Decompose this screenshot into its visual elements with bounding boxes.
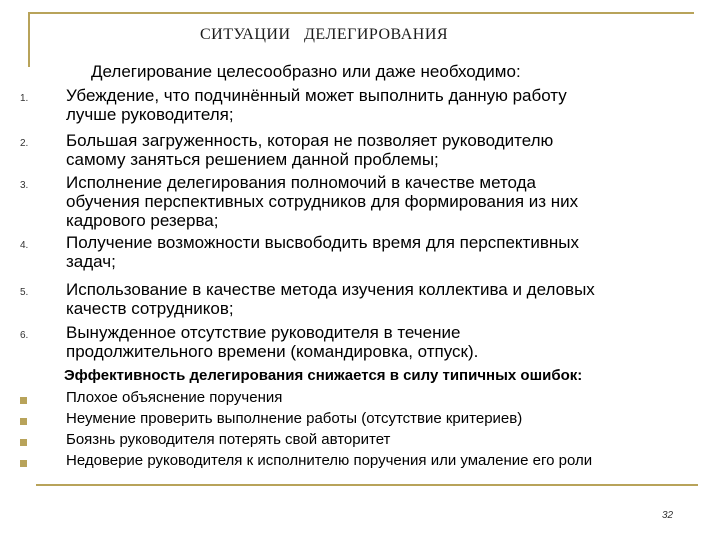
slide-title: СИТУАЦИИ ДЕЛЕГИРОВАНИЯ — [200, 26, 449, 43]
item-number: 4. — [20, 240, 29, 251]
item-line: Большая загруженность, которая не позволяет руководителю — [66, 131, 554, 150]
item-line: самому заняться решением данной проблемы; — [66, 150, 439, 169]
item-number: 3. — [20, 180, 29, 191]
bullet-text: Плохое объяснение поручения — [66, 389, 283, 406]
frame-bottom-line — [36, 484, 698, 486]
square-bullet-icon — [20, 397, 27, 404]
item-number: 1. — [20, 93, 29, 104]
item-line: Получение возможности высвободить время для перспективных — [66, 233, 579, 252]
item-line: Использование в качестве метода изучения коллектива и деловых — [66, 280, 595, 299]
square-bullet-icon — [20, 418, 27, 425]
item-line: Убеждение, что подчинённый может выполнить данную работу — [66, 86, 567, 105]
item-line: продолжительного времени (командировка, отпуск). — [66, 342, 479, 361]
frame-top-line — [28, 12, 694, 14]
item-line: кадрового резерва; — [66, 211, 219, 230]
bullet-text: Боязнь руководителя потерять свой авторитет — [66, 431, 391, 448]
item-line: Исполнение делегирования полномочий в качестве метода — [66, 173, 537, 192]
square-bullet-icon — [20, 439, 27, 446]
item-line: лучше руководителя; — [66, 105, 234, 124]
bullet-text: Неумение проверить выполнение работы (отсутствие критериев) — [66, 410, 523, 427]
item-number: 6. — [20, 330, 29, 341]
page-number: 32 — [662, 510, 674, 521]
frame-left-line — [28, 12, 30, 67]
item-line: задач; — [66, 252, 116, 271]
square-bullet-icon — [20, 460, 27, 467]
subheading: Эффективность делегирования снижается в силу типичных ошибок: — [64, 367, 583, 384]
item-number: 2. — [20, 138, 29, 149]
item-line: Вынужденное отсутствие руководителя в течение — [66, 323, 461, 342]
intro-text: Делегирование целесообразно или даже необходимо: — [91, 62, 521, 81]
bullet-text: Недоверие руководителя к исполнителю поручения или умаление его роли — [66, 452, 593, 469]
item-number: 5. — [20, 287, 29, 298]
item-line: обучения перспективных сотрудников для формирования из них — [66, 192, 579, 211]
item-line: качеств сотрудников; — [66, 299, 234, 318]
